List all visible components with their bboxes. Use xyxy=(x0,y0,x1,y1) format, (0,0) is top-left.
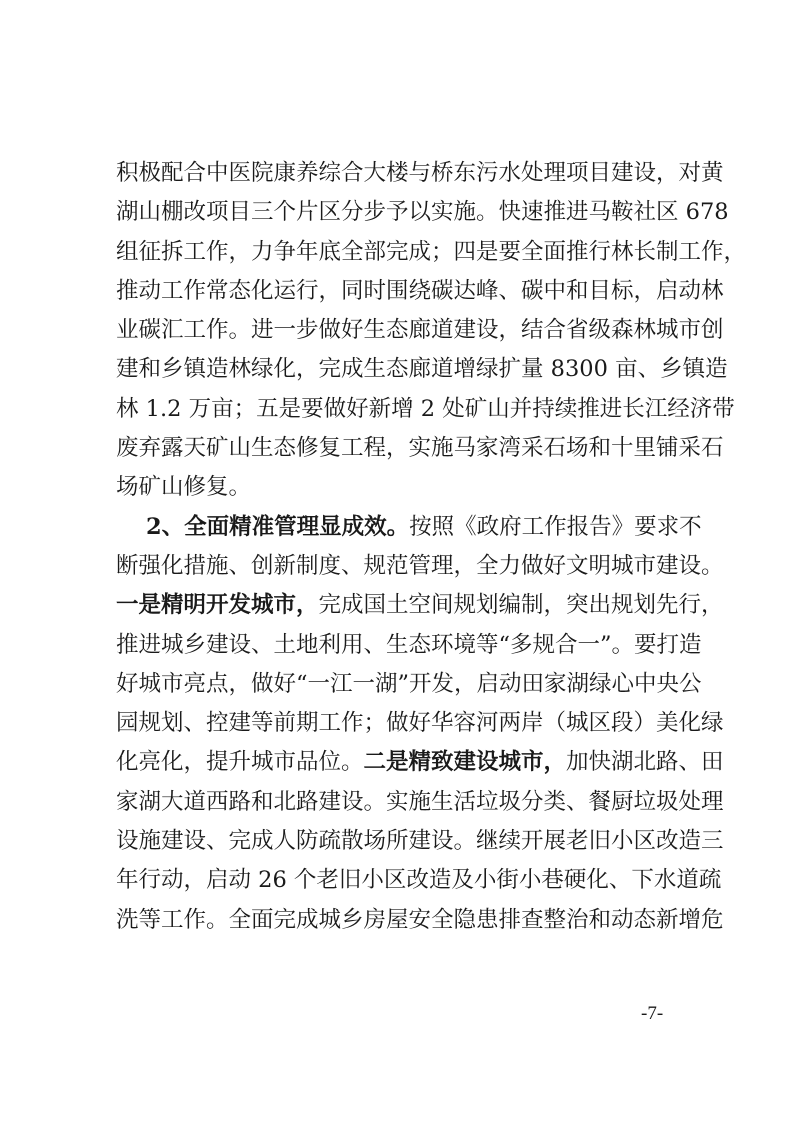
text-run: 林 1.2 万亩；五是要做好新增 2 处矿山并持续推进长江经济带 xyxy=(116,395,735,422)
text-run: 园规划、控建等前期工作；做好华容河两岸（城区段）美化绿 xyxy=(116,710,724,737)
text-run: 设施建设、完成人防疏散场所建设。继续开展老旧小区改造三 xyxy=(116,828,724,855)
text-line xyxy=(116,390,735,429)
text-line xyxy=(116,783,724,822)
text-run: 加快湖北路、田 xyxy=(566,749,724,776)
text-line xyxy=(116,861,722,900)
text-line xyxy=(116,704,724,743)
text-line xyxy=(116,547,724,586)
text-line xyxy=(116,311,724,350)
text-line xyxy=(116,350,728,389)
body-text xyxy=(116,154,747,940)
text-run: 按照《政府工作报告》要求不 xyxy=(409,513,702,540)
bold-heading-run: 二是精致建设城市， xyxy=(363,749,567,776)
text-run: 化亮化，提升城市品位。 xyxy=(116,749,364,776)
text-run: 场矿山修复。 xyxy=(116,474,252,501)
text-run: 建和乡镇造林绿化，完成生态廊道增绿扩量 8300 亩、乡镇造 xyxy=(116,356,728,383)
text-run: 好城市亮点，做好“一江一湖”开发，启动田家湖绿心中央公 xyxy=(116,670,702,697)
text-line xyxy=(116,586,724,625)
text-line xyxy=(116,272,724,311)
text-line xyxy=(116,429,724,468)
text-run: 完成国土空间规划编制，突出规划先行， xyxy=(318,592,724,619)
text-run: 组征拆工作，力争年底全部完成；四是要全面推行林长制工作， xyxy=(116,238,747,265)
bold-heading-run: 2、全面精准管理显成效。 xyxy=(146,513,410,540)
text-run: 湖山棚改项目三个片区分步予以实施。快速推进马鞍社区 678 xyxy=(116,199,729,226)
text-run: 推动工作常态化运行，同时围绕碳达峰、碳中和目标，启动林 xyxy=(116,277,724,304)
text-line xyxy=(116,233,747,272)
text-run: 推进城乡建设、土地利用、生态环境等“多规合一”。要打造 xyxy=(116,631,702,658)
text-line xyxy=(116,901,724,940)
text-line xyxy=(116,508,702,547)
text-run: 年行动，启动 26 个老旧小区改造及小街小巷硬化、下水道疏 xyxy=(116,867,722,894)
bold-heading-run: 一是精明开发城市， xyxy=(116,592,319,619)
text-line xyxy=(116,154,724,193)
text-run: 家湖大道西路和北路建设。实施生活垃圾分类、餐厨垃圾处理 xyxy=(116,788,724,815)
text-line xyxy=(116,193,729,232)
text-line xyxy=(116,822,724,861)
text-run: 业碳汇工作。进一步做好生态廊道建设，结合省级森林城市创 xyxy=(116,317,724,344)
page-number: -7- xyxy=(641,1003,664,1024)
text-line xyxy=(116,665,702,704)
text-line xyxy=(116,626,702,665)
text-run: 废弃露天矿山生态修复工程，实施马家湾采石场和十里铺采石 xyxy=(116,435,724,462)
text-run: 洗等工作。全面完成城乡房屋安全隐患排查整治和动态新增危 xyxy=(116,906,724,933)
text-run: 断强化措施、创新制度、规范管理，全力做好文明城市建设。 xyxy=(116,552,724,579)
text-line xyxy=(116,468,686,507)
text-run: 积极配合中医院康养综合大楼与桥东污水处理项目建设，对黄 xyxy=(116,160,724,186)
text-line xyxy=(116,743,724,782)
